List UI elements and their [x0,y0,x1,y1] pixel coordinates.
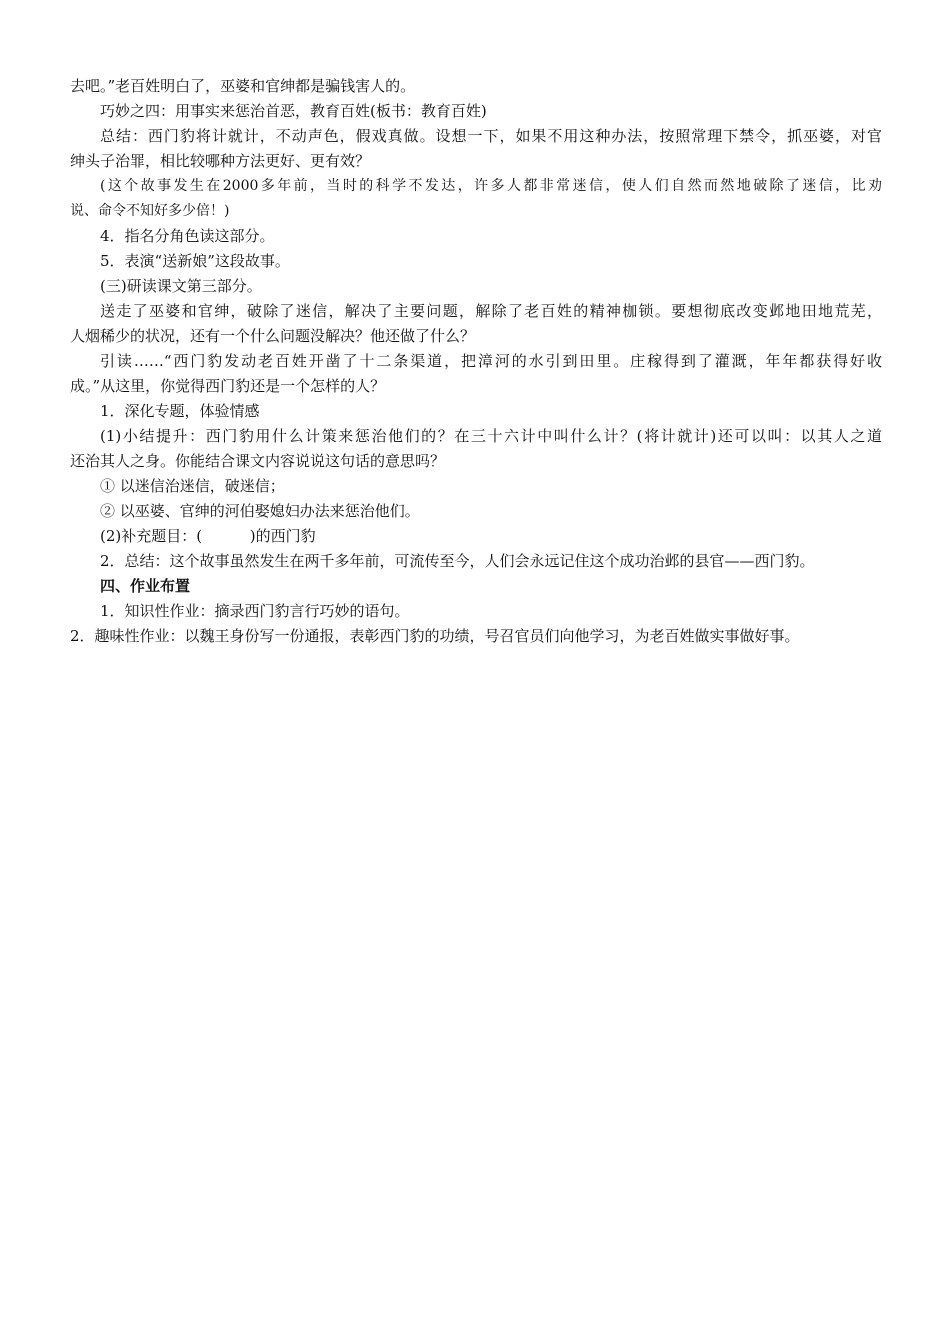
text-line: 2．总结：这个故事虽然发生在两千多年前，可流传至今，人们会永远记住这个成功治邺的县官——西门豹。 [100,552,815,570]
list-item: ② 以巫婆、官绅的河伯娶媳妇办法来惩治他们。 [100,502,420,520]
list-item: 5．表演“送新娘”这段故事。 [100,252,290,270]
text-line: (这个故事发生在2000多年前，当时的科学不发达，许多人都非常迷信，使人们自然而然地破除了迷信，比劝 [100,178,882,194]
text-line: 总结：西门豹将计就计，不动声色，假戏真做。设想一下，如果不用这种办法，按照常理下禁令，抓巫婆，对官 [100,127,882,145]
list-item: 1．深化专题，体验情感 [100,402,260,420]
text-line: 绅头子治罪，相比较哪种方法更好、更有效？ [70,152,371,170]
text-line: 说、命令不知好多少倍！) [70,203,230,219]
section-heading: (三)研读课文第三部分。 [100,277,262,295]
text-line: 去吧。”老百姓明白了，巫婆和官绅都是骗钱害人的。 [70,77,416,95]
text-line: (1)小结提升：西门豹用什么计策来惩治他们的？在三十六计中叫什么计？(将计就计)还可以叫：以其人之道 [100,427,882,445]
document-page [70,74,882,649]
text-line: 巧妙之四：用事实来惩治首恶，教育百姓(板书：教育百姓) [100,102,487,120]
text-line: (2)补充题目：( )的西门豹 [100,527,316,545]
text-line: 引读……“西门豹发动老百姓开凿了十二条渠道，把漳河的水引到田里。庄稼得到了灌溉，年年都获得好收 [100,352,882,370]
section-heading: 四、作业布置 [100,577,191,595]
list-item: 4．指名分角色读这部分。 [100,227,275,245]
text-line: 成。”从这里，你觉得西门豹还是一个怎样的人？ [70,377,386,395]
list-item: 1．知识性作业：摘录西门豹言行巧妙的语句。 [100,602,410,620]
list-item: 2．趣味性作业：以魏王身份写一份通报，表彰西门豹的功绩，号召官员们向他学习，为老百姓做实事做好事。 [70,627,800,645]
text-line: 人烟稀少的状况，还有一个什么问题没解决？他还做了什么？ [70,327,476,345]
text-line: 送走了巫婆和官绅，破除了迷信，解决了主要问题，解除了老百姓的精神枷锁。要想彻底改变邺地田地荒芜， [100,302,882,320]
list-item: ① 以迷信治迷信，破迷信； [100,477,285,495]
text-line: 还治其人之身。你能结合课文内容说说这句话的意思吗？ [70,452,446,470]
